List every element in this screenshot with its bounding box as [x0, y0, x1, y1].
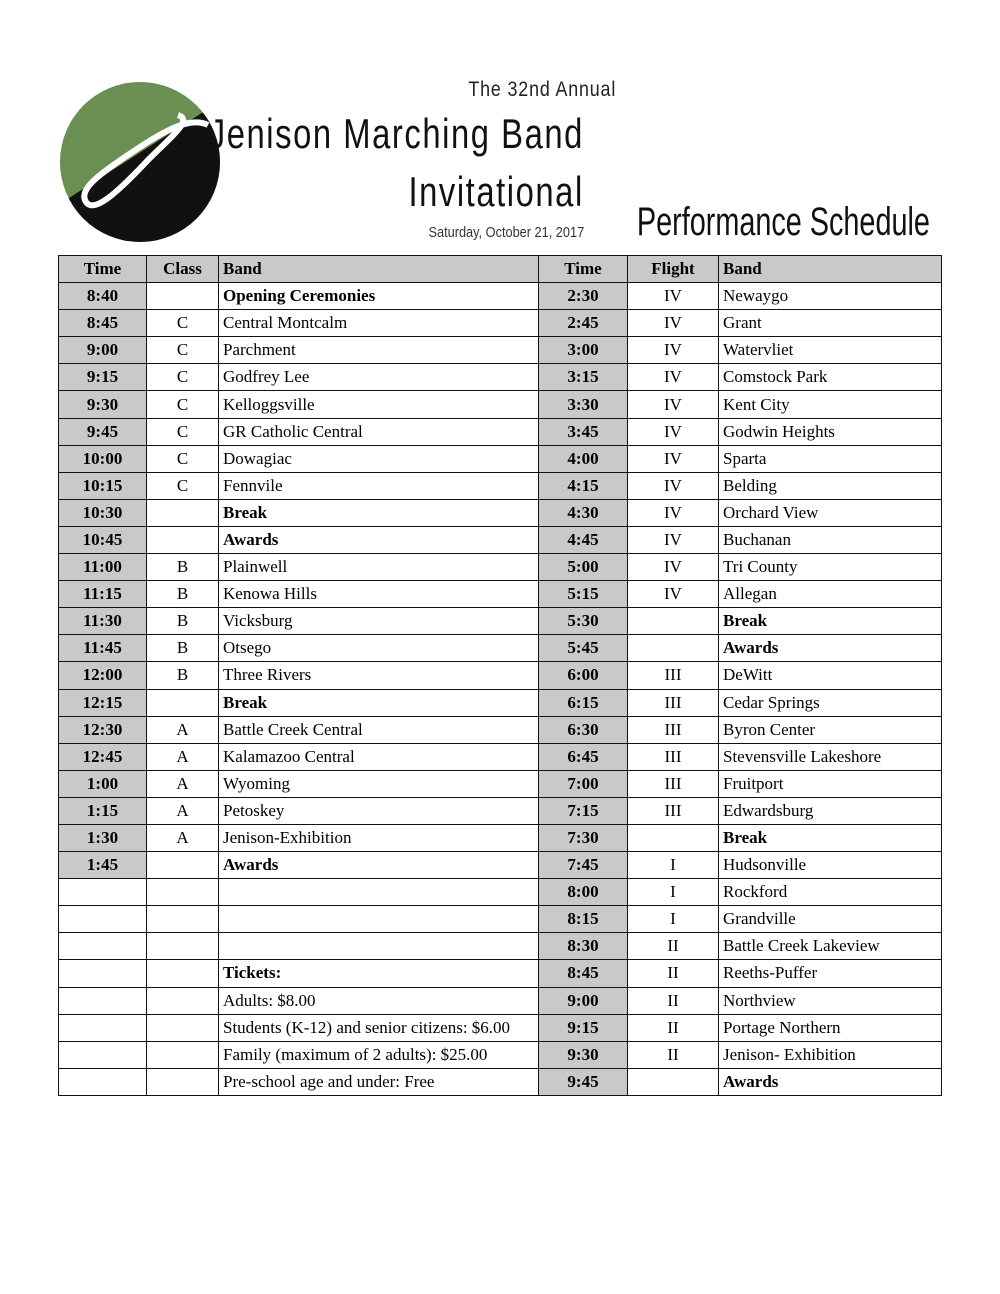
- cell-time-2: 6:00: [539, 662, 628, 689]
- cell-band-2: Kent City: [719, 391, 942, 418]
- cell-time: 9:00: [59, 337, 147, 364]
- cell-flight: IV: [628, 310, 719, 337]
- cell-class: A: [147, 716, 219, 743]
- band-logo: [58, 80, 222, 244]
- cell-class: A: [147, 743, 219, 770]
- cell-flight: III: [628, 689, 719, 716]
- cell-time-2: 6:30: [539, 716, 628, 743]
- cell-flight: I: [628, 852, 719, 879]
- cell-band: Adults: $8.00: [219, 987, 539, 1014]
- cell-time-2: 8:00: [539, 879, 628, 906]
- cell-flight: IV: [628, 581, 719, 608]
- cell-flight: IV: [628, 526, 719, 553]
- cell-class: [147, 499, 219, 526]
- table-row: [59, 1068, 942, 1095]
- table-row: [59, 1041, 942, 1068]
- cell-band: Petoskey: [219, 797, 539, 824]
- col-header-time: Time: [59, 256, 147, 283]
- cell-band-2: Hudsonville: [719, 852, 942, 879]
- cell-class: [147, 526, 219, 553]
- cell-time: [59, 879, 147, 906]
- cell-band: Break: [219, 689, 539, 716]
- cell-time: [59, 1041, 147, 1068]
- table-row: [59, 797, 942, 824]
- cell-band: GR Catholic Central: [219, 418, 539, 445]
- cell-class: B: [147, 662, 219, 689]
- cell-time-2: 6:15: [539, 689, 628, 716]
- cell-class: C: [147, 364, 219, 391]
- cell-band-2: Allegan: [719, 581, 942, 608]
- cell-band-2: Godwin Heights: [719, 418, 942, 445]
- cell-flight: I: [628, 906, 719, 933]
- table-row: [59, 554, 942, 581]
- cell-band: Awards: [219, 526, 539, 553]
- cell-flight: II: [628, 987, 719, 1014]
- cell-class: B: [147, 581, 219, 608]
- cell-band-2: Orchard View: [719, 499, 942, 526]
- cell-flight: IV: [628, 472, 719, 499]
- cell-time: 11:45: [59, 635, 147, 662]
- col-header-time-2: Time: [539, 256, 628, 283]
- cell-flight: III: [628, 770, 719, 797]
- table-row: [59, 526, 942, 553]
- cell-band-2: Buchanan: [719, 526, 942, 553]
- cell-time-2: 2:45: [539, 310, 628, 337]
- cell-time: 1:45: [59, 852, 147, 879]
- table-row: [59, 364, 942, 391]
- cell-band-2: Rockford: [719, 879, 942, 906]
- cell-time: 10:30: [59, 499, 147, 526]
- annual-label: The 32nd Annual: [468, 78, 617, 101]
- cell-band: Jenison-Exhibition: [219, 824, 539, 851]
- cell-time-2: 3:30: [539, 391, 628, 418]
- cell-band: [219, 906, 539, 933]
- cell-band: Parchment: [219, 337, 539, 364]
- cell-flight: I: [628, 879, 719, 906]
- cell-flight: IV: [628, 391, 719, 418]
- cell-class: B: [147, 554, 219, 581]
- cell-class: [147, 1041, 219, 1068]
- cell-class: C: [147, 391, 219, 418]
- cell-time-2: 5:30: [539, 608, 628, 635]
- table-row: [59, 879, 942, 906]
- cell-time-2: 8:45: [539, 960, 628, 987]
- cell-band-2: Jenison- Exhibition: [719, 1041, 942, 1068]
- cell-time-2: 4:15: [539, 472, 628, 499]
- cell-time-2: 5:15: [539, 581, 628, 608]
- cell-band: Wyoming: [219, 770, 539, 797]
- cell-class: B: [147, 608, 219, 635]
- cell-flight: IV: [628, 418, 719, 445]
- col-header-band-2: Band: [719, 256, 942, 283]
- cell-flight: [628, 824, 719, 851]
- table-row: [59, 283, 942, 310]
- cell-class: [147, 852, 219, 879]
- cell-band-2: Watervliet: [719, 337, 942, 364]
- cell-band-2: Newaygo: [719, 283, 942, 310]
- cell-time: [59, 960, 147, 987]
- cell-time-2: 5:45: [539, 635, 628, 662]
- col-header-class: Class: [147, 256, 219, 283]
- cell-time: 1:30: [59, 824, 147, 851]
- cell-band: Kalamazoo Central: [219, 743, 539, 770]
- table-row: [59, 1014, 942, 1041]
- cell-flight: III: [628, 716, 719, 743]
- cell-band: Vicksburg: [219, 608, 539, 635]
- cell-time-2: 4:00: [539, 445, 628, 472]
- cell-band: Opening Ceremonies: [219, 283, 539, 310]
- cell-time-2: 3:15: [539, 364, 628, 391]
- cell-class: A: [147, 824, 219, 851]
- cell-class: A: [147, 770, 219, 797]
- cell-class: [147, 987, 219, 1014]
- cell-time-2: 3:00: [539, 337, 628, 364]
- cell-band-2: Sparta: [719, 445, 942, 472]
- cell-time: [59, 906, 147, 933]
- cell-time: 9:45: [59, 418, 147, 445]
- cell-band: Fennvile: [219, 472, 539, 499]
- cell-band: Awards: [219, 852, 539, 879]
- cell-band-2: Comstock Park: [719, 364, 942, 391]
- cell-time: 9:15: [59, 364, 147, 391]
- table-row: [59, 716, 942, 743]
- cell-flight: II: [628, 1014, 719, 1041]
- cell-time: 12:00: [59, 662, 147, 689]
- cell-time: 11:30: [59, 608, 147, 635]
- cell-band-2: Grant: [719, 310, 942, 337]
- cell-band: Plainwell: [219, 554, 539, 581]
- table-row: [59, 499, 942, 526]
- cell-class: C: [147, 337, 219, 364]
- cell-band: Three Rivers: [219, 662, 539, 689]
- table-row: [59, 418, 942, 445]
- cell-band: Battle Creek Central: [219, 716, 539, 743]
- cell-class: [147, 879, 219, 906]
- cell-flight: [628, 608, 719, 635]
- cell-flight: IV: [628, 445, 719, 472]
- title-line-1: Jenison Marching Band: [208, 110, 584, 157]
- cell-flight: III: [628, 797, 719, 824]
- cell-band-2: Break: [719, 608, 942, 635]
- cell-class: [147, 960, 219, 987]
- cell-band-2: Northview: [719, 987, 942, 1014]
- cell-band-2: Break: [719, 824, 942, 851]
- cell-band-2: Reeths-Puffer: [719, 960, 942, 987]
- cell-time: 8:45: [59, 310, 147, 337]
- table-row: [59, 743, 942, 770]
- cell-band-2: DeWitt: [719, 662, 942, 689]
- cell-class: [147, 1068, 219, 1095]
- cell-flight: IV: [628, 283, 719, 310]
- cell-band-2: Fruitport: [719, 770, 942, 797]
- cell-band: Break: [219, 499, 539, 526]
- schedule-table: [58, 255, 942, 1096]
- cell-time-2: 2:30: [539, 283, 628, 310]
- table-row: [59, 472, 942, 499]
- cell-time-2: 7:15: [539, 797, 628, 824]
- table-row: [59, 852, 942, 879]
- table-row: [59, 960, 942, 987]
- table-row: [59, 608, 942, 635]
- cell-time: 11:00: [59, 554, 147, 581]
- cell-class: [147, 906, 219, 933]
- cell-time: 1:15: [59, 797, 147, 824]
- cell-band-2: Portage Northern: [719, 1014, 942, 1041]
- cell-band: [219, 879, 539, 906]
- cell-flight: [628, 635, 719, 662]
- table-row: [59, 770, 942, 797]
- cell-band-2: Stevensville Lakeshore: [719, 743, 942, 770]
- cell-time-2: 4:45: [539, 526, 628, 553]
- cell-flight: II: [628, 1041, 719, 1068]
- cell-band-2: Edwardsburg: [719, 797, 942, 824]
- cell-band: [219, 933, 539, 960]
- cell-band-2: Belding: [719, 472, 942, 499]
- cell-time: 8:40: [59, 283, 147, 310]
- cell-band: Pre-school age and under: Free: [219, 1068, 539, 1095]
- cell-time-2: 9:15: [539, 1014, 628, 1041]
- cell-flight: IV: [628, 554, 719, 581]
- table-row: [59, 987, 942, 1014]
- cell-band: Otsego: [219, 635, 539, 662]
- cell-time: 12:30: [59, 716, 147, 743]
- cell-band-2: Byron Center: [719, 716, 942, 743]
- cell-band: Kenowa Hills: [219, 581, 539, 608]
- cell-time: 10:45: [59, 526, 147, 553]
- cell-class: A: [147, 797, 219, 824]
- cell-flight: III: [628, 743, 719, 770]
- cell-flight: II: [628, 933, 719, 960]
- cell-time-2: 7:45: [539, 852, 628, 879]
- cell-time-2: 8:30: [539, 933, 628, 960]
- cell-band: Students (K-12) and senior citizens: $6.00: [219, 1014, 539, 1041]
- cell-time-2: 7:30: [539, 824, 628, 851]
- table-header-row: [59, 256, 942, 283]
- cell-class: C: [147, 472, 219, 499]
- cell-class: C: [147, 445, 219, 472]
- cell-flight: III: [628, 662, 719, 689]
- cell-time-2: 5:00: [539, 554, 628, 581]
- cell-time-2: 6:45: [539, 743, 628, 770]
- cell-time-2: 7:00: [539, 770, 628, 797]
- cell-time: [59, 933, 147, 960]
- cell-class: [147, 689, 219, 716]
- table-row: [59, 310, 942, 337]
- cell-time: [59, 1014, 147, 1041]
- cell-class: [147, 283, 219, 310]
- cell-band: Family (maximum of 2 adults): $25.00: [219, 1041, 539, 1068]
- cell-flight: [628, 1068, 719, 1095]
- cell-time: 12:45: [59, 743, 147, 770]
- title-line-2: Invitational: [408, 168, 584, 215]
- event-date: Saturday, October 21, 2017: [428, 224, 584, 241]
- table-row: [59, 824, 942, 851]
- cell-time-2: 9:45: [539, 1068, 628, 1095]
- cell-class: B: [147, 635, 219, 662]
- cell-time-2: 3:45: [539, 418, 628, 445]
- cell-time: 11:15: [59, 581, 147, 608]
- cell-flight: IV: [628, 337, 719, 364]
- table-row: [59, 391, 942, 418]
- page-title: Performance Schedule: [637, 200, 930, 244]
- cell-band-2: Tri County: [719, 554, 942, 581]
- cell-class: [147, 1014, 219, 1041]
- table-row: [59, 635, 942, 662]
- table-row: [59, 337, 942, 364]
- table-row: [59, 581, 942, 608]
- cell-time-2: 8:15: [539, 906, 628, 933]
- col-header-band: Band: [219, 256, 539, 283]
- cell-band: Central Montcalm: [219, 310, 539, 337]
- cell-class: [147, 933, 219, 960]
- cell-band-2: Awards: [719, 635, 942, 662]
- cell-band: Godfrey Lee: [219, 364, 539, 391]
- table-row: [59, 933, 942, 960]
- cell-time: [59, 1068, 147, 1095]
- cell-band-2: Battle Creek Lakeview: [719, 933, 942, 960]
- cell-time: 1:00: [59, 770, 147, 797]
- cell-band: Dowagiac: [219, 445, 539, 472]
- cell-band-2: Grandville: [719, 906, 942, 933]
- cell-time-2: 9:00: [539, 987, 628, 1014]
- cell-time: 10:15: [59, 472, 147, 499]
- cell-flight: IV: [628, 499, 719, 526]
- table-row: [59, 445, 942, 472]
- cell-time: 10:00: [59, 445, 147, 472]
- cell-class: C: [147, 310, 219, 337]
- col-header-flight: Flight: [628, 256, 719, 283]
- cell-band: Kelloggsville: [219, 391, 539, 418]
- table-row: [59, 662, 942, 689]
- cell-flight: IV: [628, 364, 719, 391]
- cell-flight: II: [628, 960, 719, 987]
- cell-band-2: Awards: [719, 1068, 942, 1095]
- cell-time: 9:30: [59, 391, 147, 418]
- cell-time-2: 4:30: [539, 499, 628, 526]
- cell-time-2: 9:30: [539, 1041, 628, 1068]
- table-row: [59, 906, 942, 933]
- cell-time: [59, 987, 147, 1014]
- cell-class: C: [147, 418, 219, 445]
- cell-time: 12:15: [59, 689, 147, 716]
- table-row: [59, 689, 942, 716]
- cell-band: Tickets:: [219, 960, 539, 987]
- cell-band-2: Cedar Springs: [719, 689, 942, 716]
